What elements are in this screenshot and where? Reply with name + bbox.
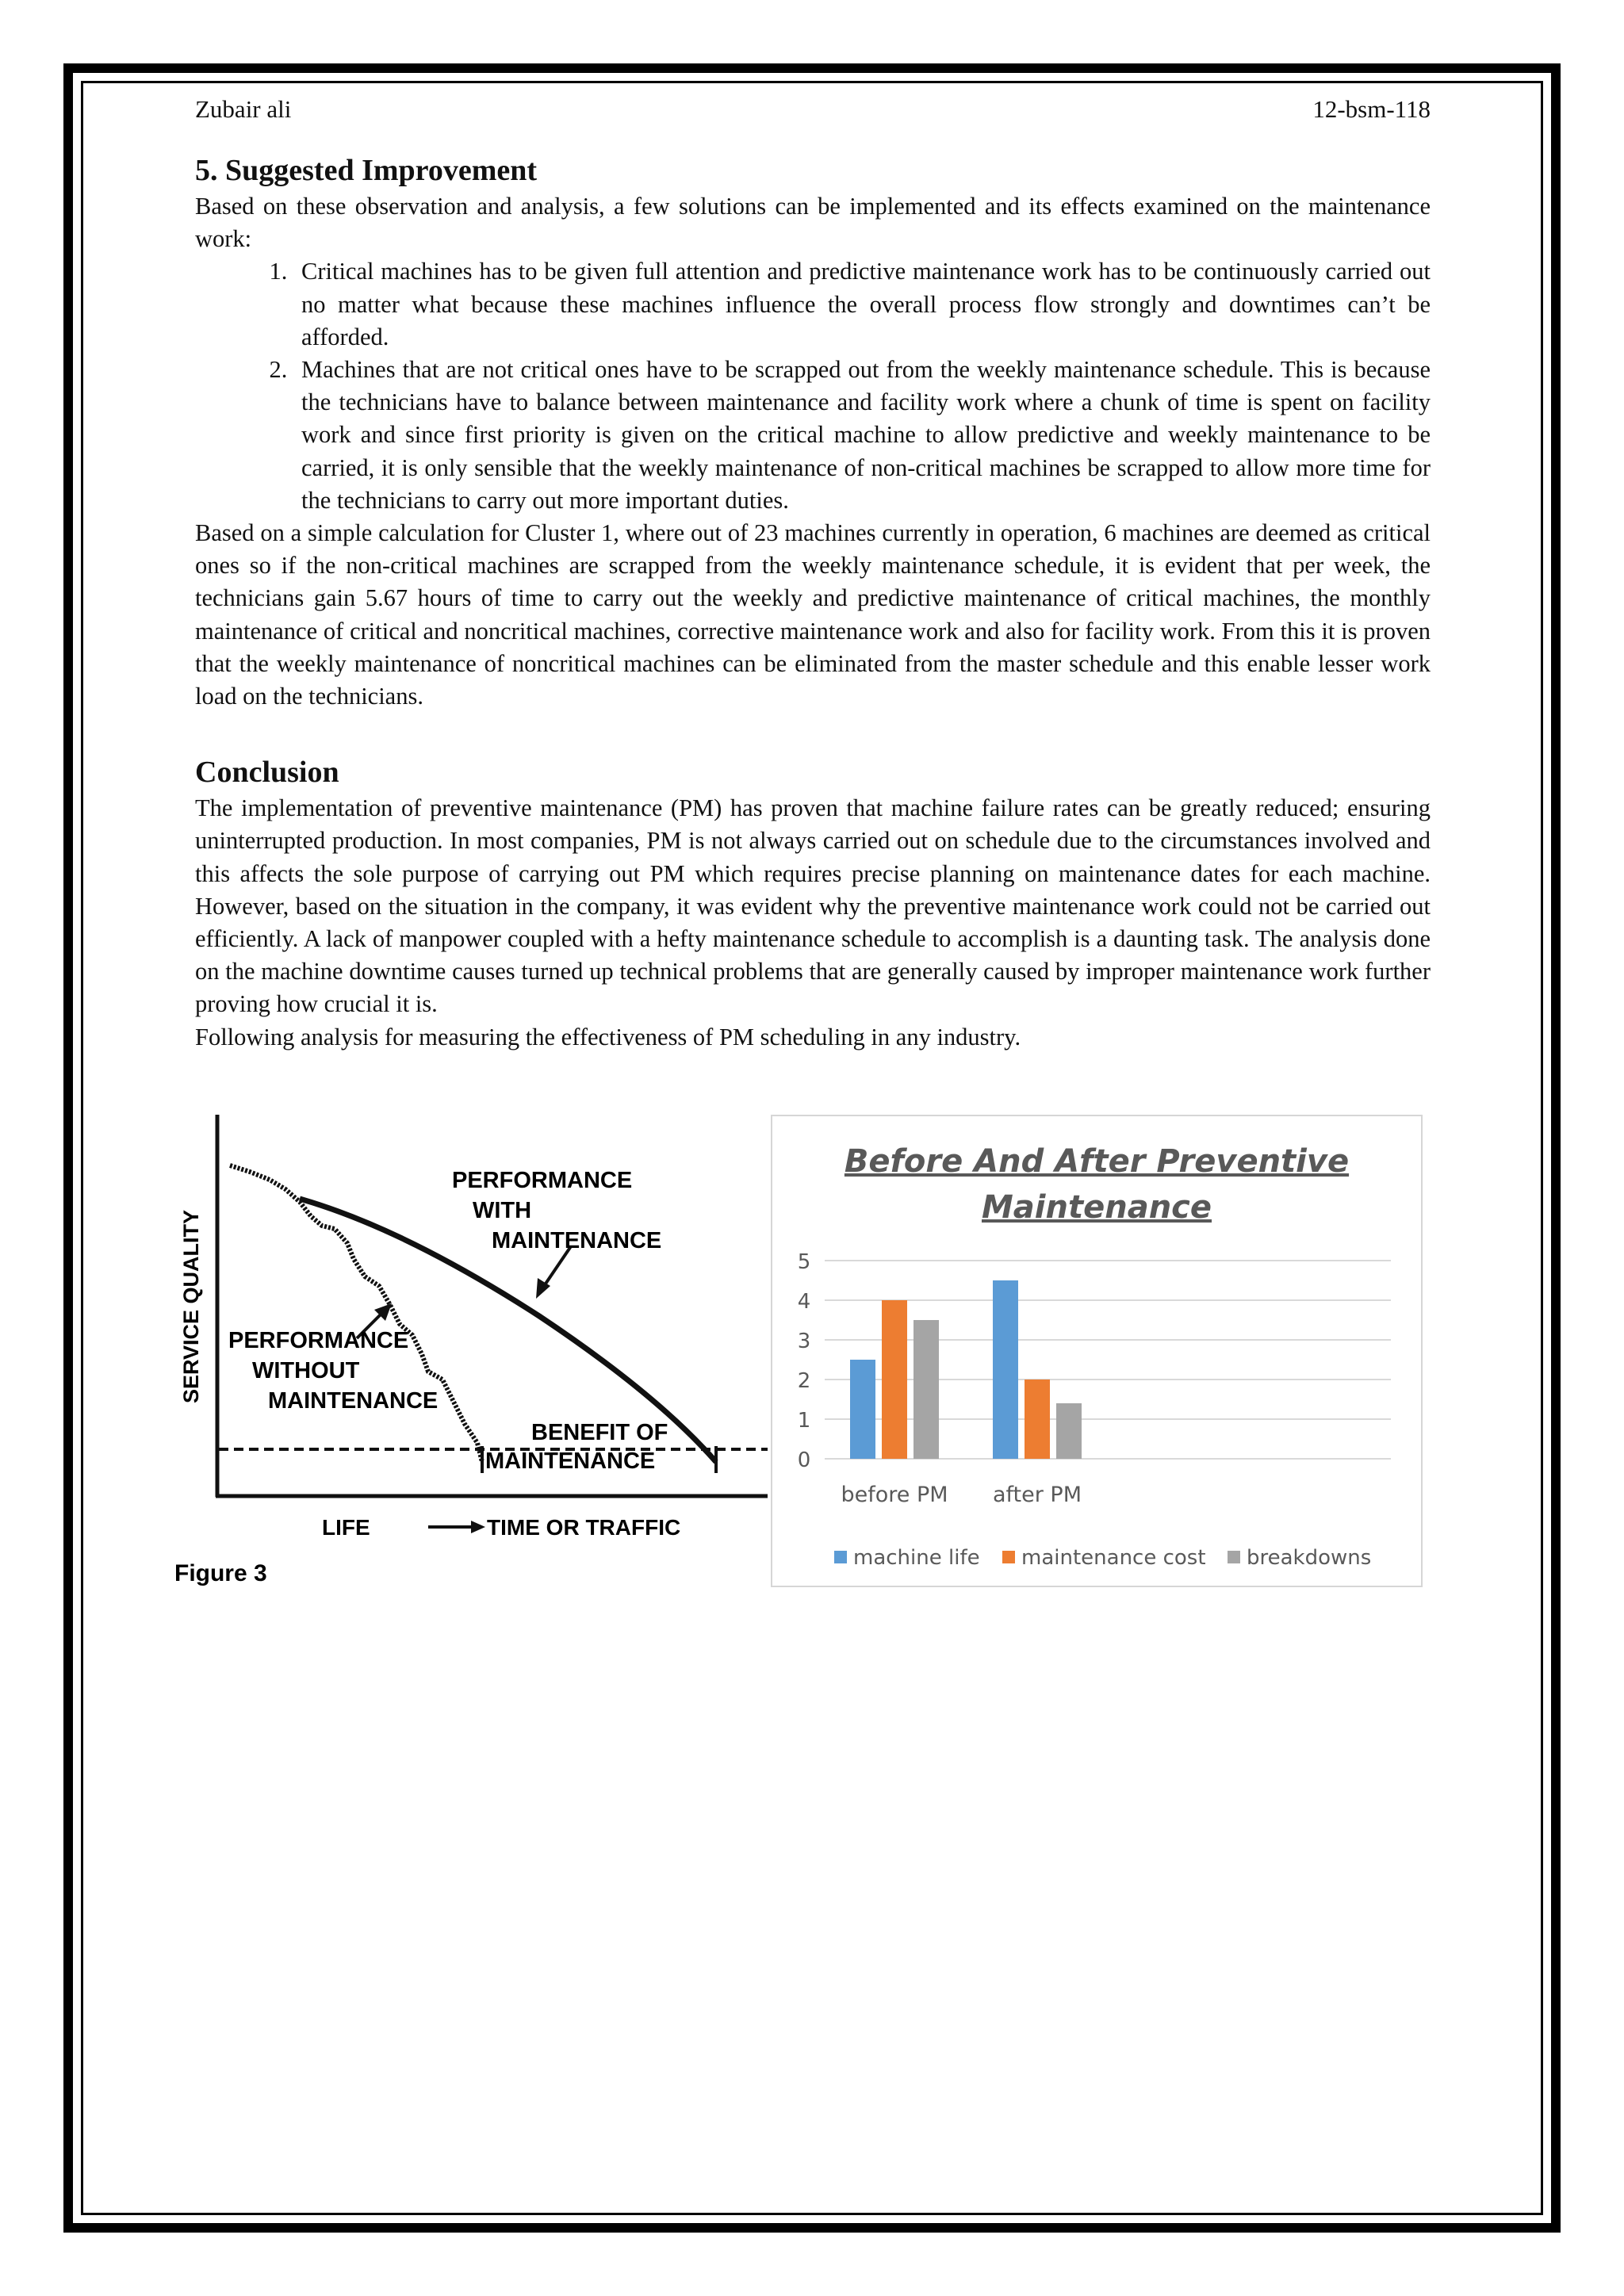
student-id: 12-bsm-118 bbox=[1312, 95, 1431, 123]
y-tick-label: 0 bbox=[797, 1448, 811, 1472]
figure-3-graphic bbox=[167, 1110, 769, 1601]
figures-row bbox=[167, 1110, 1435, 1617]
bar bbox=[993, 1280, 1018, 1459]
improvement-list bbox=[195, 255, 1431, 517]
y-tick-label: 1 bbox=[797, 1409, 811, 1433]
following-paragraph: Following analysis for measuring the effectiveness of PM scheduling in any industry. bbox=[195, 1023, 1021, 1050]
section-heading: 5. Suggested Improvement bbox=[195, 154, 538, 187]
figure-3 bbox=[167, 1110, 769, 1601]
legend-label: breakdowns bbox=[1247, 1546, 1372, 1570]
chart-title-line-2: Maintenance bbox=[981, 1189, 1212, 1226]
conclusion-heading: Conclusion bbox=[195, 756, 339, 790]
y-tick-label: 5 bbox=[797, 1250, 811, 1274]
x-tick-label: before PM bbox=[841, 1483, 948, 1507]
chart-title-line-1: Before And After Preventive bbox=[844, 1143, 1350, 1180]
legend-swatch bbox=[1002, 1551, 1015, 1563]
y-tick-label: 2 bbox=[797, 1369, 811, 1393]
legend-label: machine life bbox=[853, 1546, 980, 1570]
figure-caption: Figure 3 bbox=[174, 1560, 267, 1586]
x-tick-label: after PM bbox=[992, 1483, 1082, 1507]
time-arrowhead bbox=[471, 1521, 485, 1533]
conclusion-paragraph: The implementation of preventive maintenance (PM) has proven that machine failure rates can be greatly reduced; ensuring uninterrupted production. In most companies, PM is not always carried out on schedule due to the circumstances involved and this affects the sole purpose of carrying out PM which requires precise planning on maintenance dates for each machine. However, based on the situation in the company, it was evident why the preventive maintenance work could not be carried out efficiently. A lack of manpower coupled with a hefty maintenance schedule to accomplish is a daunting task. The analysis done on the machine downtime causes turned up technical problems that are generally caused by improper maintenance work further proving how crucial it is. bbox=[195, 794, 1431, 1018]
x-axis-label-life: LIFE bbox=[322, 1515, 370, 1540]
without-maintenance-curve bbox=[230, 1165, 482, 1462]
y-tick-label: 3 bbox=[797, 1330, 811, 1353]
benefit-label-1: BENEFIT OF bbox=[531, 1420, 668, 1445]
x-axis-label-time: TIME OR TRAFFIC bbox=[487, 1515, 681, 1540]
with-label-3: MAINTENANCE bbox=[492, 1228, 662, 1253]
without-label-1: PERFORMANCE bbox=[228, 1328, 409, 1353]
bar bbox=[850, 1360, 875, 1459]
legend-swatch bbox=[834, 1551, 847, 1563]
without-label-2: WITHOUT bbox=[252, 1358, 360, 1383]
legend-label: maintenance cost bbox=[1021, 1546, 1206, 1570]
chart-plot bbox=[772, 1116, 1421, 1586]
without-label-3: MAINTENANCE bbox=[268, 1388, 439, 1414]
bar bbox=[914, 1320, 939, 1459]
bar bbox=[882, 1300, 907, 1459]
legend-swatch bbox=[1228, 1551, 1240, 1563]
bar bbox=[1025, 1380, 1050, 1459]
with-label-2: WITH bbox=[473, 1198, 532, 1223]
section-intro: Based on these observation and analysis, a few solutions can be implemented and its effects examined on the maintenance work: bbox=[195, 193, 1431, 253]
page-header bbox=[195, 94, 1431, 125]
bar bbox=[1056, 1403, 1082, 1459]
y-tick-label: 4 bbox=[797, 1290, 811, 1314]
list-item: 2. Machines that are not critical ones have to be scrapped out from the weekly maintenance schedule. This is because the technicians have to balance between maintenance and facility work where a chunk of time is spent on facility work and since first priority is given on the critical machine to allow predictive and weekly maintenance to be carried, it is only sensible that the weekly maintenance of non-critical machines be scrapped to allow more time for the technicians to carry out more important duties. bbox=[293, 354, 1431, 517]
author-name: Zubair ali bbox=[195, 95, 292, 123]
bar-chart bbox=[771, 1115, 1423, 1587]
list-item: 1. Critical machines has to be given full attention and predictive maintenance work has to be continuously carried out no matter what because these machines influence the overall process flow strongly and downtimes can’t be afforded. bbox=[293, 255, 1431, 354]
page-content bbox=[195, 94, 1431, 1054]
benefit-label-2: MAINTENANCE bbox=[485, 1448, 656, 1474]
y-axis-label: SERVICE QUALITY bbox=[179, 1209, 203, 1404]
with-label-1: PERFORMANCE bbox=[452, 1168, 633, 1193]
calculation-paragraph: Based on a simple calculation for Cluster 1, where out of 23 machines currently in operation, 6 machines are deemed as critical ones so if the non-critical machines are scrapped from the weekly maintenance schedule, it is evident that per week, the technicians gain 5.67 hours of time to carry out the weekly and predictive maintenance of critical machines, the monthly maintenance of critical and noncritical machines, corrective maintenance work and also for facility work. From this it is proven that the weekly maintenance of noncritical machines can be eliminated from the master schedule and this enable lesser work load on the technicians. bbox=[195, 519, 1431, 710]
